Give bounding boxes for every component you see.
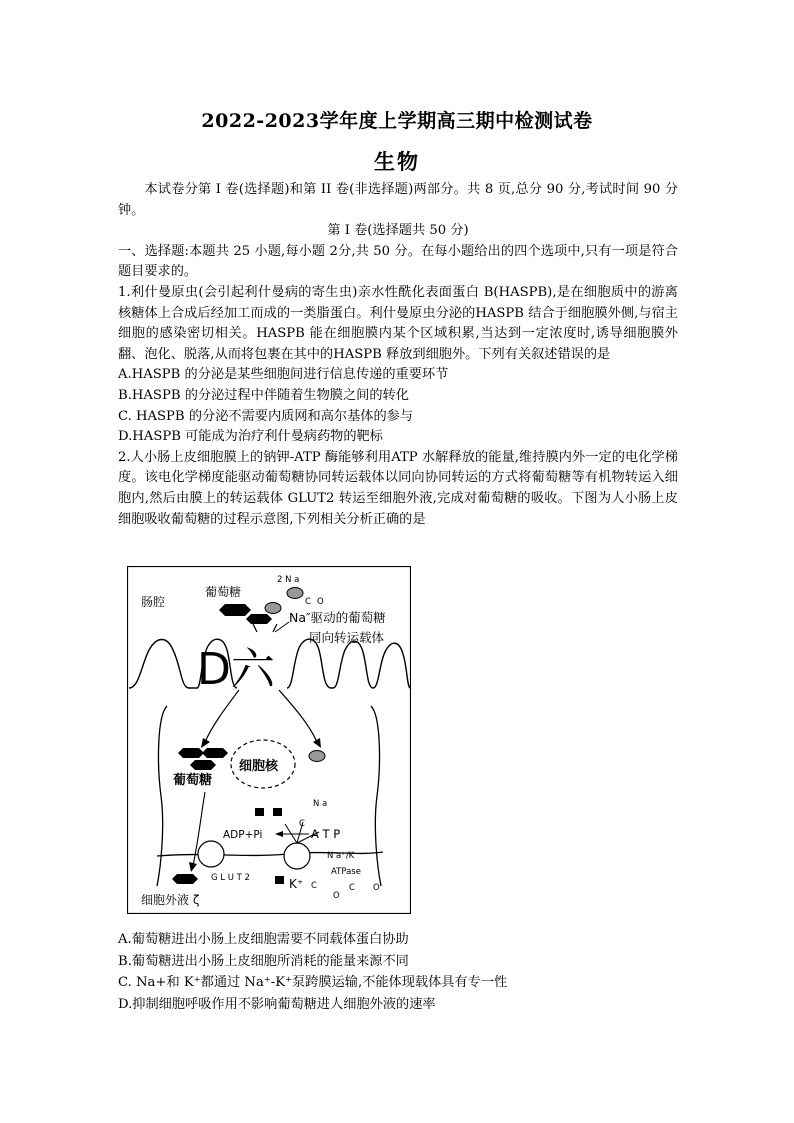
question-2-stem: 2.人小肠上皮细胞膜上的钠钾-ATP 酶能够利用ATP 水解释放的能量,维持膜内外一定的电化学梯度。该电化学梯度能驱动葡萄糖协同转运载体以同向协同转运的方式将葡萄糖等有机物转运入细胞内,然后由膜上的转运载体 GLUT2 转运至细胞外液,完成对葡萄糖的吸收。下图为人小肠上皮细胞吸收葡萄糖的过程示意图,下列相关分析正确的是 [118,449,678,527]
sodium-ion [287,588,303,599]
adp-label: ADP+Pi [223,829,263,841]
sodium-ion [309,751,325,762]
nucleus-label: 细胞核 [239,759,279,774]
glucose-hexagon [202,748,228,758]
phosphate-square [273,808,282,816]
glucose-hexagon [172,874,198,884]
glucose-hexagon [219,604,251,616]
symporter-label-line1: Na″驱动的葡萄糖 [289,610,386,625]
exam-title: 2022-2023学年度上学期高三期中检测试卷 [201,110,593,132]
question-1-stem: 1.利什曼原虫(会引起利什曼病的寄生虫)亲水性酰化表面蛋白 B(HASPB),是在细胞质中的游离核糖体上合成后经加工而成的一类脂蛋白。利什曼原虫分泌的HASPB 结合于细胞膜外侧,与宿主细胞的感染密切相关。HASPB 能在细胞膜内某个区域积累,当达到一定浓度时,诱导细胞膜外翻、泡化、脱落,从而将包裹在其中的HASPB 释放到细胞外。下列有关叙述错误的是 [118,284,678,362]
extracellular-label: 细胞外液 ζ [141,893,200,907]
glut2-transporter [198,841,224,867]
question-1-option-a: A.HASPB 的分泌是某些细胞间进行信息传递的重要环节 [118,367,449,383]
atp-label: A T P [311,827,341,841]
na-top-label: 2 N a [277,575,300,585]
question-2-options [118,929,678,1015]
potassium-square [275,876,284,884]
symporter-glyph: D六 [197,644,275,695]
k-c-label-2: C [349,883,355,893]
exam-subject: 生物 [374,149,420,174]
na-k-pump [284,843,310,869]
intro-text: 本试卷分第 I 卷(选择题)和第 II 卷(非选择题)两部分。共 8 页,总分 90 分,考试时间 90 分钟。 [118,182,678,218]
symporter-label-line2: 同向转运载体 [309,630,385,645]
glut2-label: G L U T 2 [211,873,250,883]
question-2-option-b: B.葡萄糖进出小肠上皮细胞所消耗的能量来源不同 [118,953,409,969]
question-2-option-c: C. Na+和 K⁺都通过 Na⁺-K⁺泵跨膜运输,不能体现载体具有专一性 [118,975,508,990]
na-inside-c: C [299,819,305,829]
k-c-label: C [311,881,317,891]
na-inside-label: N a [313,799,328,809]
question-1-option-d: D.HASPB 可能成为治疗利什曼病药物的靶标 [118,429,383,445]
question-1-option-b: B.HASPB 的分泌过程中伴随着生物膜之间的转化 [118,387,409,403]
na-top-o: O [317,597,324,607]
phosphate-square [255,808,264,816]
sodium-ion [265,603,281,614]
pump-label-line1: N a⁺/K⁻ [327,851,359,861]
section-title: 第 I 卷(选择题共 50 分) [327,223,469,239]
question-1-option-c: C. HASPB 的分泌不需要内质网和高尔基体的参与 [118,408,414,424]
question-2-option-a: A.葡萄糖进出小肠上皮细胞需要不同载体蛋白协助 [118,932,409,947]
lumen-label: 肠腔 [141,595,166,609]
na-top-c: C [305,597,311,607]
exam-body [118,180,678,530]
o-label-2: O [373,883,380,893]
question-2-option-d: D.抑制细胞呼吸作用不影响葡萄糖进人细胞外液的速率 [118,996,436,1012]
pump-label-line2: ATPase [331,867,361,877]
section-instructions: 一、选择题:本题共 25 小题,每小题 2分,共 50 分。在每小题给出的四个选项中,只有一项是符合题目要求的。 [118,243,678,280]
glucose-hexagon [178,748,204,758]
k-plus-label: K⁺ [289,877,304,891]
glucose-hexagon [190,760,216,770]
glucose-inside-label: 葡萄糖 [173,773,213,788]
o-label-1: O [333,891,340,901]
glucose-absorption-diagram [127,566,411,914]
glucose-top-label: 葡萄糖 [205,585,242,599]
glucose-hexagon [246,614,272,624]
